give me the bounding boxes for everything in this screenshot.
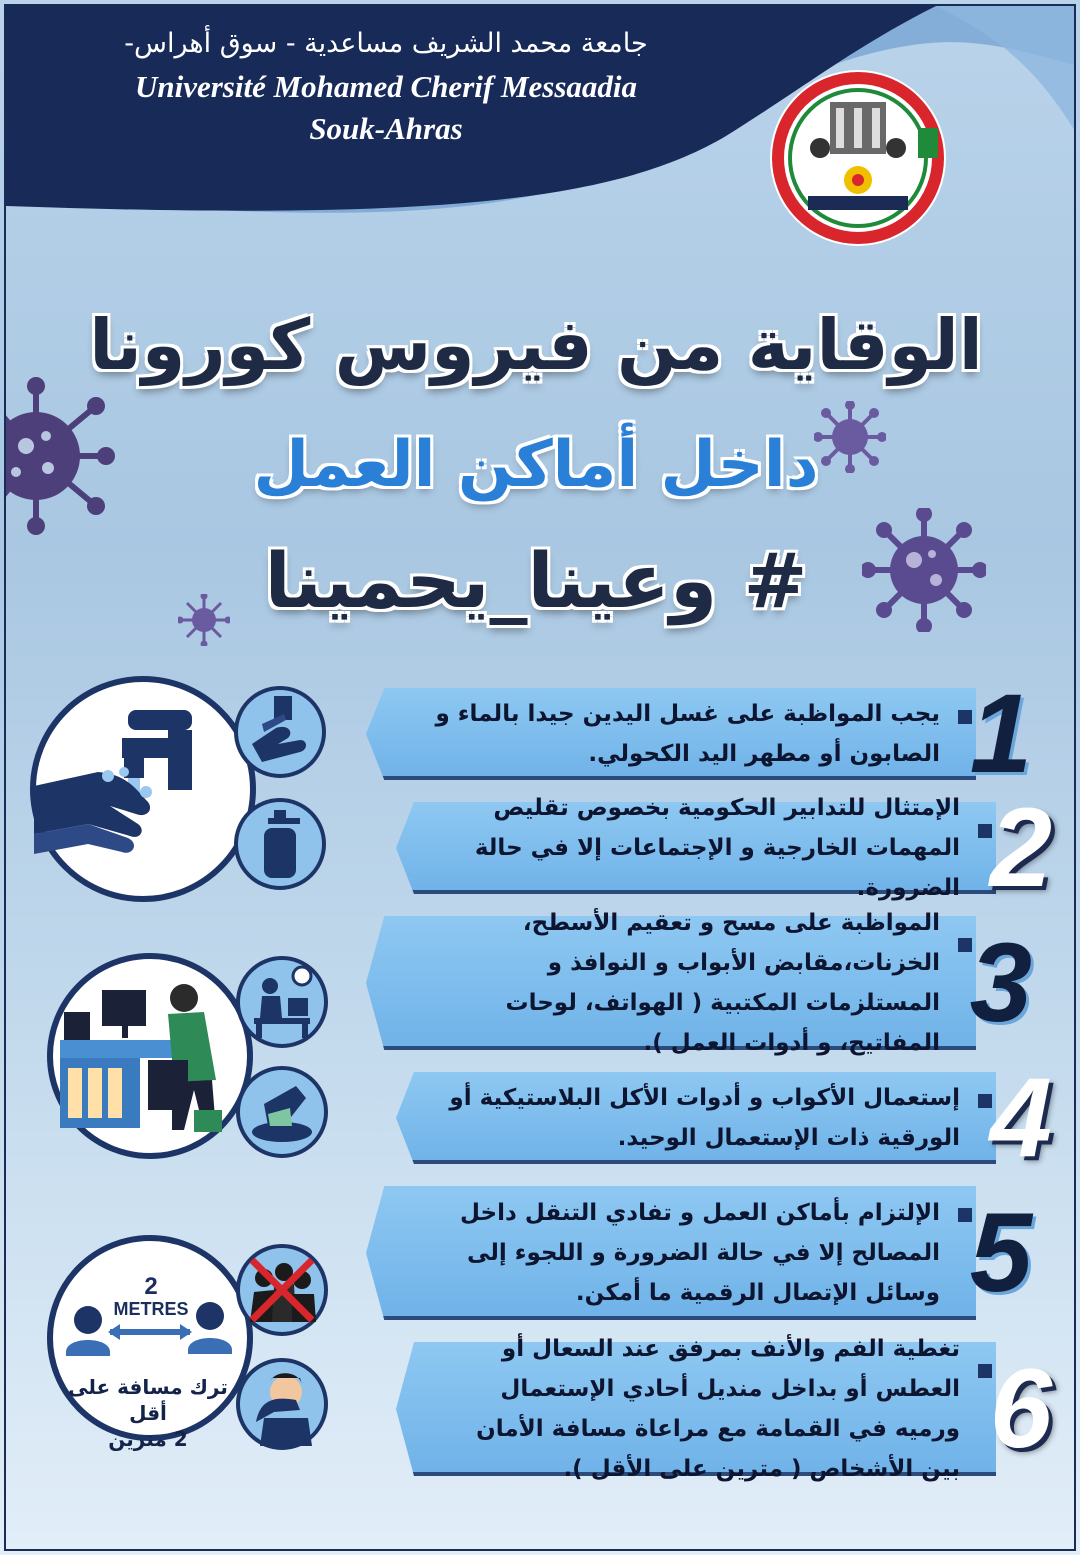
wiping-surface-icon xyxy=(234,1064,330,1160)
tip-text: يجب المواظبة على غسل اليدين جيدا بالماء و الصابون أو مطهر اليد الكحولي. xyxy=(435,701,940,767)
tip-text: المواظبة على مسح و تعقيم الأسطح، الخزنات،مقابض الأبواب و النوافذ و المستلزمات المكتبية ( الهواتف، لوحات المفاتيح، و أدوات العمل ). xyxy=(505,910,940,1056)
tip-item-4 xyxy=(396,1055,1052,1180)
tip-number: 5 xyxy=(969,1190,1032,1315)
hand-washing-icon xyxy=(28,674,258,904)
tip-item-1 xyxy=(366,671,1032,796)
tip-text: إستعمال الأكواب و أدوات الأكل البلاستيكية أو الورقية ذات الإستعمال الوحيد. xyxy=(449,1085,960,1151)
distance-unit: METRES xyxy=(113,1299,189,1319)
distance-label xyxy=(106,1273,196,1320)
tip-number: 3 xyxy=(969,920,1032,1045)
tip-number: 1 xyxy=(969,671,1032,796)
desk-worker-icon xyxy=(234,954,330,1050)
distance-number: 2 xyxy=(144,1273,158,1300)
university-name-french-line2: Souk-Ahras xyxy=(309,111,463,146)
soap-bottle-icon xyxy=(232,796,328,892)
university-seal-icon xyxy=(768,68,948,248)
tip-item-6 xyxy=(396,1336,1052,1482)
tip-number: 4 xyxy=(989,1055,1052,1180)
poster xyxy=(4,4,1076,1551)
distance-text-line1: ترك مسافة على أقل xyxy=(68,1375,228,1425)
hand-sanitizer-icon xyxy=(232,684,328,780)
tip-text: الإلتزام بأماكن العمل و تفادي التنقل داخل المصالح إلا في حالة الضرورة و اللجوء إلى وسائل الإتصال الرقمية ما أمكن. xyxy=(460,1200,940,1306)
hashtag-title: # وعينا_يحمينا xyxy=(264,536,808,625)
tip-item-5 xyxy=(366,1186,1032,1320)
tip-text: تغطية الفم والأنف بمرفق عند السعال أو العطس أو بداخل منديل أحادي الإستعمال ورميه في القمامة مع مراعاة مسافة الأمان بين الأشخاص ( مترين على الأقل ). xyxy=(476,1336,960,1482)
tip-number: 6 xyxy=(989,1346,1052,1471)
tip-text: الإمتثال للتدابير الحكومية بخصوص تقليص المهمات الخارجية و الإجتماعات إلا في حالة الضرورة. xyxy=(474,795,960,901)
tip-number: 2 xyxy=(989,785,1052,910)
subtitle: داخل أماكن العمل xyxy=(253,428,819,502)
university-name-french xyxy=(66,66,706,150)
main-title: الوقاية من فيروس كورونا xyxy=(89,304,983,386)
cough-elbow-icon xyxy=(234,1356,330,1452)
university-name-french-line1: Université Mohamed Cherif Messaadia xyxy=(134,69,638,104)
tip-item-2 xyxy=(396,785,1052,910)
distance-text-line2: 2 مترين xyxy=(108,1427,188,1451)
no-crowd-icon xyxy=(234,1242,330,1338)
office-cleaning-icon xyxy=(44,950,256,1162)
university-name-arabic: جامعة محمد الشريف مساعدية - سوق أهراس- xyxy=(124,28,648,59)
tip-item-3 xyxy=(366,910,1032,1056)
distance-text xyxy=(58,1374,238,1452)
